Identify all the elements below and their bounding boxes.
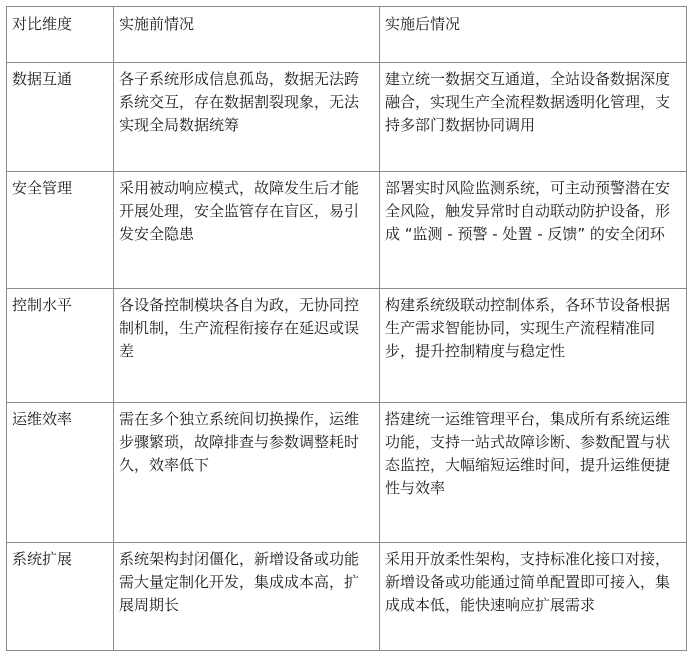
cell-dimension: 控制水平 bbox=[7, 289, 114, 403]
table-header bbox=[7, 7, 687, 63]
cell-dimension: 安全管理 bbox=[7, 172, 114, 289]
table-row bbox=[7, 172, 687, 289]
cell-after: 部署实时风险监测系统，可主动预警潜在安全风险，触发异常时自动联动防护设备，形成 “监测 - 预警 - 处置 - 反馈” 的安全闭环 bbox=[380, 172, 687, 289]
cell-after: 搭建统一运维管理平台，集成所有系统运维功能，支持一站式故障诊断、参数配置与状态监控，大幅缩短运维时间，提升运维便捷性与效率 bbox=[380, 403, 687, 543]
cell-after: 采用开放柔性架构，支持标准化接口对接，新增设备或功能通过简单配置即可接入，集成成本低，能快速响应扩展需求 bbox=[380, 543, 687, 651]
cell-after: 构建系统级联动控制体系，各环节设备根据生产需求智能协同，实现生产流程精准同步，提升控制精度与稳定性 bbox=[380, 289, 687, 403]
comparison-table bbox=[6, 6, 687, 651]
header-before: 实施前情况 bbox=[114, 7, 380, 63]
table-row bbox=[7, 543, 687, 651]
cell-before: 各子系统形成信息孤岛，数据无法跨系统交互，存在数据割裂现象，无法实现全局数据统筹 bbox=[114, 63, 380, 172]
cell-before: 采用被动响应模式，故障发生后才能开展处理，安全监管存在盲区，易引发安全隐患 bbox=[114, 172, 380, 289]
table-row bbox=[7, 63, 687, 172]
header-after: 实施后情况 bbox=[380, 7, 687, 63]
cell-after: 建立统一数据交互通道，全站设备数据深度融合，实现生产全流程数据透明化管理，支持多部门数据协同调用 bbox=[380, 63, 687, 172]
cell-before: 系统架构封闭僵化，新增设备或功能需大量定制化开发，集成成本高，扩展周期长 bbox=[114, 543, 380, 651]
table-row bbox=[7, 403, 687, 543]
cell-before: 各设备控制模块各自为政，无协同控制机制，生产流程衔接存在延迟或误差 bbox=[114, 289, 380, 403]
cell-dimension: 运维效率 bbox=[7, 403, 114, 543]
table-row bbox=[7, 289, 687, 403]
header-row bbox=[7, 7, 687, 63]
cell-dimension: 数据互通 bbox=[7, 63, 114, 172]
header-dimension: 对比维度 bbox=[7, 7, 114, 63]
cell-before: 需在多个独立系统间切换操作，运维步骤繁琐，故障排查与参数调整耗时久，效率低下 bbox=[114, 403, 380, 543]
table-body bbox=[7, 63, 687, 651]
cell-dimension: 系统扩展 bbox=[7, 543, 114, 651]
